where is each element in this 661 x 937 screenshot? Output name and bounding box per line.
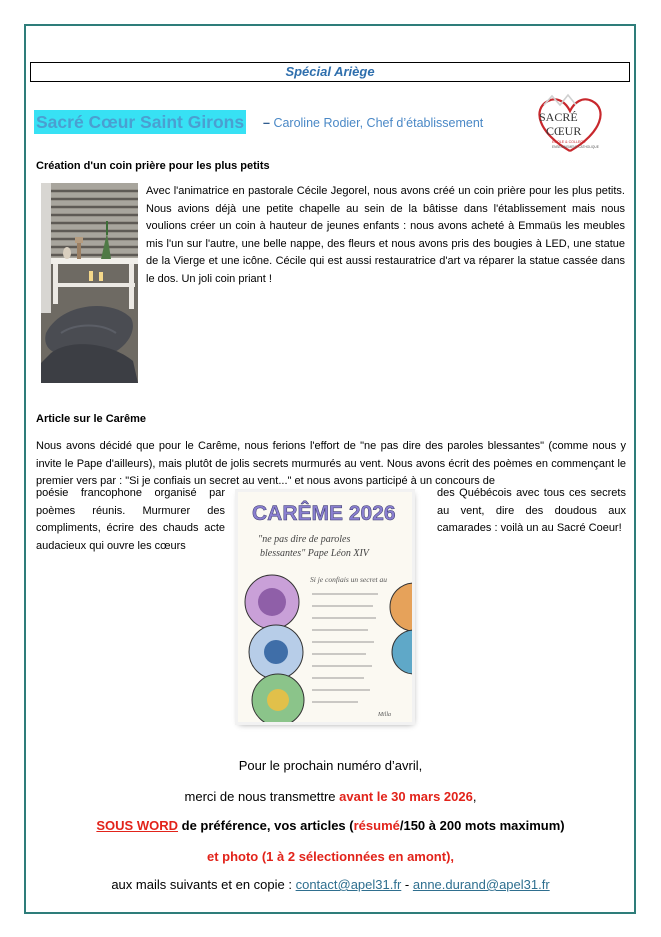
poster-signature: Milla bbox=[378, 712, 391, 718]
poster-subtitle2: blessantes" Pape Léon XIV bbox=[260, 548, 369, 559]
logo-line2: CŒUR bbox=[546, 124, 582, 138]
lent-poster-photo bbox=[238, 492, 412, 722]
footer-emails-label: aux mails suivants et en copie : bbox=[111, 877, 296, 892]
section2-right-column: des Québécois avec tous ces secrets au vent, dire des doudous aux camarades : voilà un au Sacré Coeur! bbox=[437, 487, 626, 534]
footer-line3 bbox=[0, 818, 661, 833]
footer-word-format: SOUS WORD bbox=[96, 818, 179, 833]
footer-line2 bbox=[0, 789, 661, 804]
school-logo bbox=[530, 91, 608, 159]
author-dash: – bbox=[263, 116, 274, 130]
footer-summary: résumé bbox=[353, 818, 400, 833]
footer-comma: , bbox=[472, 789, 477, 804]
logo-small2: ENSEIGNEMENT CATHOLIQUE bbox=[552, 145, 599, 149]
section1-title: Création d'un coin prière pour les plus petits bbox=[36, 160, 270, 172]
section2-title: Article sur le Carême bbox=[36, 413, 147, 425]
footer-line5 bbox=[0, 877, 661, 892]
section2-intro: Nous avons décidé que pour le Carême, nous ferions l'effort de "ne pas dire des paroles blessantes" (comme nous y invite le Pape d'ailleurs), mais plutôt de jolis secrets murmurés au vent. Nous avons écrit des poèmes en commençant le premier vers par : "Si je confiais un secret au vent..." et nous avons participé à un concours de bbox=[36, 440, 626, 487]
poster-poem-line1: Si je confiais un secret au bbox=[310, 575, 387, 584]
school-name: Sacré Cœur Saint Girons bbox=[36, 112, 245, 132]
footer-word-limit: /150 à 200 mots maximum) bbox=[399, 818, 565, 833]
section1-body: Avec l'animatrice en pastorale Cécile Jegorel, nous avons créé un coin prière pour les plus petits. Nous avions déjà une petite chapelle au sein de la bâtisse dans l'établissement mais nous voulions créer un coin à hauteur de jeunes enfants : nous avons acheté à Emmaüs les meubles mis l'un sur l'autre, une belle nappe, des fleurs et nous avons pris des bougies à LED, une statue de la Vierge et une icône. Cécile qui est aussi restauratrice d'art va réparer la statue cassée dans le dos. Un joli coin priant ! bbox=[146, 185, 625, 285]
prayer-corner-photo bbox=[41, 183, 138, 383]
footer-line2-text: merci de nous transmettre bbox=[184, 789, 340, 804]
email-contact-link[interactable]: contact@apel31.fr bbox=[295, 877, 402, 892]
section-banner: Spécial Ariège bbox=[30, 62, 630, 82]
author-name: Caroline Rodier, Chef d’établissement bbox=[273, 116, 484, 130]
footer-deadline: avant le 30 mars 2026 bbox=[339, 789, 473, 804]
poster-title: CARÊME 2026 bbox=[252, 502, 396, 525]
footer-preference: de préférence, vos articles ( bbox=[178, 818, 354, 833]
footer-line1: Pour le prochain numéro d’avril, bbox=[238, 758, 423, 773]
email-anne-durand-link[interactable]: anne.durand@apel31.fr bbox=[412, 877, 550, 892]
logo-line1: SACRÉ bbox=[539, 110, 578, 124]
author-line bbox=[263, 116, 483, 130]
section2-left-column: poésie francophone organisé par poèmes réunis. Murmurer des compliments, écrire des chauds acte audacieux qui ouvre les cœurs bbox=[36, 487, 225, 552]
logo-small1: ECOLE & COLLEGE bbox=[552, 140, 586, 144]
footer-email-separator: - bbox=[401, 877, 413, 892]
footer-line4: et photo (1 à 2 sélectionnées en amont), bbox=[206, 849, 455, 864]
poster-subtitle1: "ne pas dire de paroles bbox=[258, 534, 351, 545]
